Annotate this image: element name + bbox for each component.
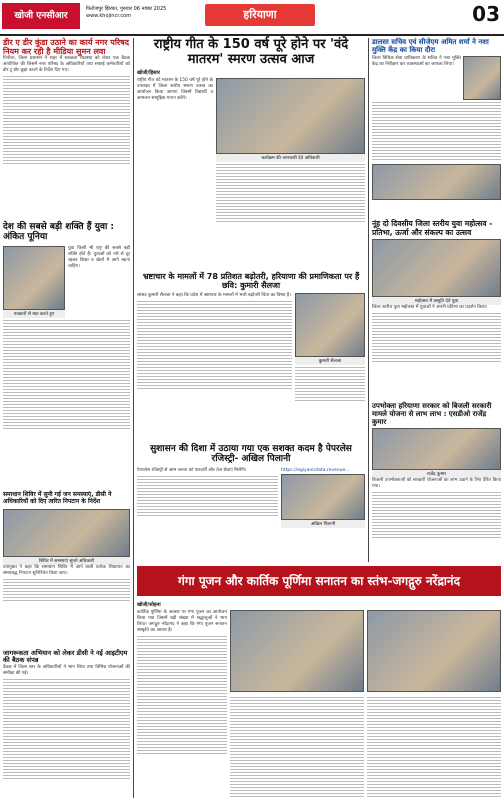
left-a3-caption: शिविर में समस्याएं सुनते अधिकारी (3, 557, 130, 565)
center-a3-website: https://egiyanirdata.revenue... (281, 467, 350, 473)
right-a1-body: जिला विधिक सेवा प्राधिकरण के सचिव ने नशा मुक्ति केंद्र का निरीक्षण कर व्यवस्थाओं का जायजा लिया। (372, 56, 461, 68)
right-a1-photo (463, 56, 501, 100)
center-a3-photo (281, 474, 365, 520)
right-a2-headline: नूंह दो दिवसीय जिला स्तरीय युवा महोत्सव - प्रतिभा, ऊर्जा और संकल्प का उत्सव (372, 219, 493, 237)
left-a3-body: उपायुक्त ने कहा कि समाधान शिविर में आने वाली प्रत्येक शिकायत का समयबद्ध निपटान सुनिश्चित किया जाए। (3, 564, 130, 576)
left-a4-body: बैठक में जिला स्तर के अधिकारियों ने भाग लिया तथा विभिन्न योजनाओं की समीक्षा की गई। (3, 664, 130, 676)
center-a2-photo (295, 293, 365, 357)
left-a2-caption: पत्रकारों से बात करते हुए (3, 310, 65, 318)
column-divider (368, 38, 369, 562)
center-a1-photo (216, 78, 365, 154)
center-a3-body: पेपरलेस रजिस्ट्री से आम जनता को पारदर्शी और तेज सेवाएं मिलेंगी। (137, 467, 247, 473)
center-a3-caption: अखिल पिलानी (281, 520, 365, 528)
bottom-body: कार्तिक पूर्णिमा के अवसर पर गंगा पूजन का आयोजन किया गया जिसमें बड़ी संख्या में श्रद्धालुओं ने भाग लिया। जगद्गुरु नरेंद्रानंद ने कहा कि गंगा पूजन सनातन संस्कृति का आधार है। (137, 610, 227, 633)
left-a3 (3, 492, 130, 605)
left-a4-headline: जागरूकता अभियान को लेकर डीसी ने नई आइटीएम की बैठक संपन्न (3, 649, 128, 665)
left-a1-body: पिनौला, जिला प्रशासन ने शहर में स्वच्छता व्यवस्था को लेकर एक बैठक आयोजित की जिसमें नगर परिषद के अधिकारियों तथा सफाई कर्मचारियों को डोर टू डोर कूड़ा उठाने के निर्देश दिए गए। (3, 56, 130, 74)
column-divider (133, 38, 134, 798)
left-a4 (3, 650, 130, 781)
text-filler (3, 76, 130, 166)
text-filler (372, 102, 501, 162)
text-filler (230, 697, 364, 797)
text-filler (367, 697, 501, 797)
bottom-photo-1 (230, 610, 364, 692)
left-a2-body: युवा किसी भी राष्ट्र की सबसे बड़ी शक्ति होते हैं। युवाओं को नशे से दूर रहकर शिक्षा व खेलों में आगे बढ़ना चाहिए। (68, 245, 130, 269)
text-filler (372, 492, 501, 538)
text-filler (137, 636, 227, 756)
center-a2-body: सांसद कुमारी सैलजा ने कहा कि प्रदेश में भ्रष्टाचार के मामलों में भारी बढ़ोतरी चिंता का विषय है। (137, 293, 291, 299)
text-filler (216, 164, 365, 224)
center-a3 (137, 444, 365, 528)
bottom-article (137, 600, 501, 799)
right-a2-body: जिला स्तरीय युवा महोत्सव में युवाओं ने अपनी प्रतिभा का प्रदर्शन किया। (372, 305, 488, 311)
left-a1-headline: डीर ए डीर कुंडा उठाने का कार्य नगर परिषद नियम कर रही है मीडिया सुमन लवा (3, 38, 130, 57)
newspaper-logo: खोजी एनसीआर (2, 3, 80, 29)
left-a3-photo (3, 509, 130, 557)
right-a3-body: बिजली उपभोक्ताओं को सरकारी योजनाओं का लाभ उठाने के लिए प्रेरित किया गया। (372, 478, 501, 490)
text-filler (3, 579, 130, 603)
right-a1 (372, 38, 501, 200)
right-a3-caption: राजेंद्र कुमार (372, 470, 501, 478)
left-a2 (3, 222, 130, 432)
text-filler (137, 476, 278, 516)
center-a1-byline: खोजी/हिसार (137, 69, 160, 76)
bottom-headline-banner (137, 566, 501, 596)
center-a1-caption: कार्यक्रम की जानकारी देते अधिकारी (216, 154, 365, 162)
center-a1 (137, 38, 365, 226)
bottom-headline: गंगा पूजन और कार्तिक पूर्णिमा सनातन का स्तंभ-जगद्गुरु नरेंद्रानंद (178, 574, 460, 588)
right-a3 (372, 402, 501, 540)
section-title: हरियाणा (205, 4, 315, 26)
page-number: 03 (472, 2, 500, 26)
center-a1-headline: राष्ट्रीय गीत के 150 वर्ष पूरे होने पर 'वंदे मातरम' स्मरण उत्सव आज (153, 37, 349, 67)
text-filler (137, 301, 292, 391)
text-filler (3, 679, 130, 779)
right-a1-photo-2 (372, 164, 501, 200)
issue-website: www.khojincr.com (86, 13, 132, 19)
center-a1-body: राष्ट्रीय गीत वंदे मातरम के 150 वर्ष पूरे होने के उपलक्ष्य में जिला स्तरीय स्मरण उत्सव का आयोजन किया जाएगा जिसमें विद्यार्थी व आमजन सामूहिक गायन करेंगे। (137, 77, 213, 101)
center-a3-headline: सुशासन की दिशा में उठाया गया एक सशक्त कदम है पेपरलेस रजिस्ट्री- अखिल पिलानी (150, 444, 352, 465)
left-column (3, 38, 130, 168)
issue-date: फिरोजपुर झिरका, गुरुवार 06 नवंबर 2025 (86, 6, 167, 12)
right-a3-photo (372, 428, 501, 470)
bottom-byline: खोजी/सोहना (137, 602, 161, 608)
text-filler (295, 367, 365, 403)
left-a2-headline: देश की सबसे बड़ी शक्ति हैं युवा : अंकित पूनिया (3, 222, 115, 243)
right-a2-caption: महोत्सव में प्रस्तुति देते युवा (372, 297, 501, 305)
masthead (0, 0, 504, 36)
left-a3-headline: समाधान शिविर में सुनी गई जन समस्याएं, डीसी ने अधिकारियों को दिए त्वरित निपटान के निर्देश (3, 491, 112, 505)
text-filler (3, 320, 130, 430)
text-filler (372, 313, 501, 363)
issue-info (86, 6, 166, 20)
left-a2-photo (3, 246, 65, 310)
right-a1-headline: डालसा सचिव एवं सीजेएम अमित शर्मा ने नशा मुक्ति केंद्र का किया दौरा (372, 38, 489, 55)
bottom-photo-2 (367, 610, 501, 692)
right-a3-headline: उपभोक्ता हरियाणा सरकार को बिजली सरकारी मामले योजना से लाभ लाभ : एसडीओ राजेंद्र कुमार (372, 402, 492, 427)
right-a2 (372, 220, 501, 365)
right-a2-photo (372, 239, 501, 297)
center-a2-caption: कुमारी सैलजा (295, 357, 365, 365)
center-a2-headline: भ्रष्टाचार के मामलों में 78 प्रतिशत बढ़ोतरी, हरियाणा की प्रमाणिकता पर हैं छवि: कुमारी सैलजा (142, 272, 360, 291)
center-a2 (137, 272, 365, 405)
